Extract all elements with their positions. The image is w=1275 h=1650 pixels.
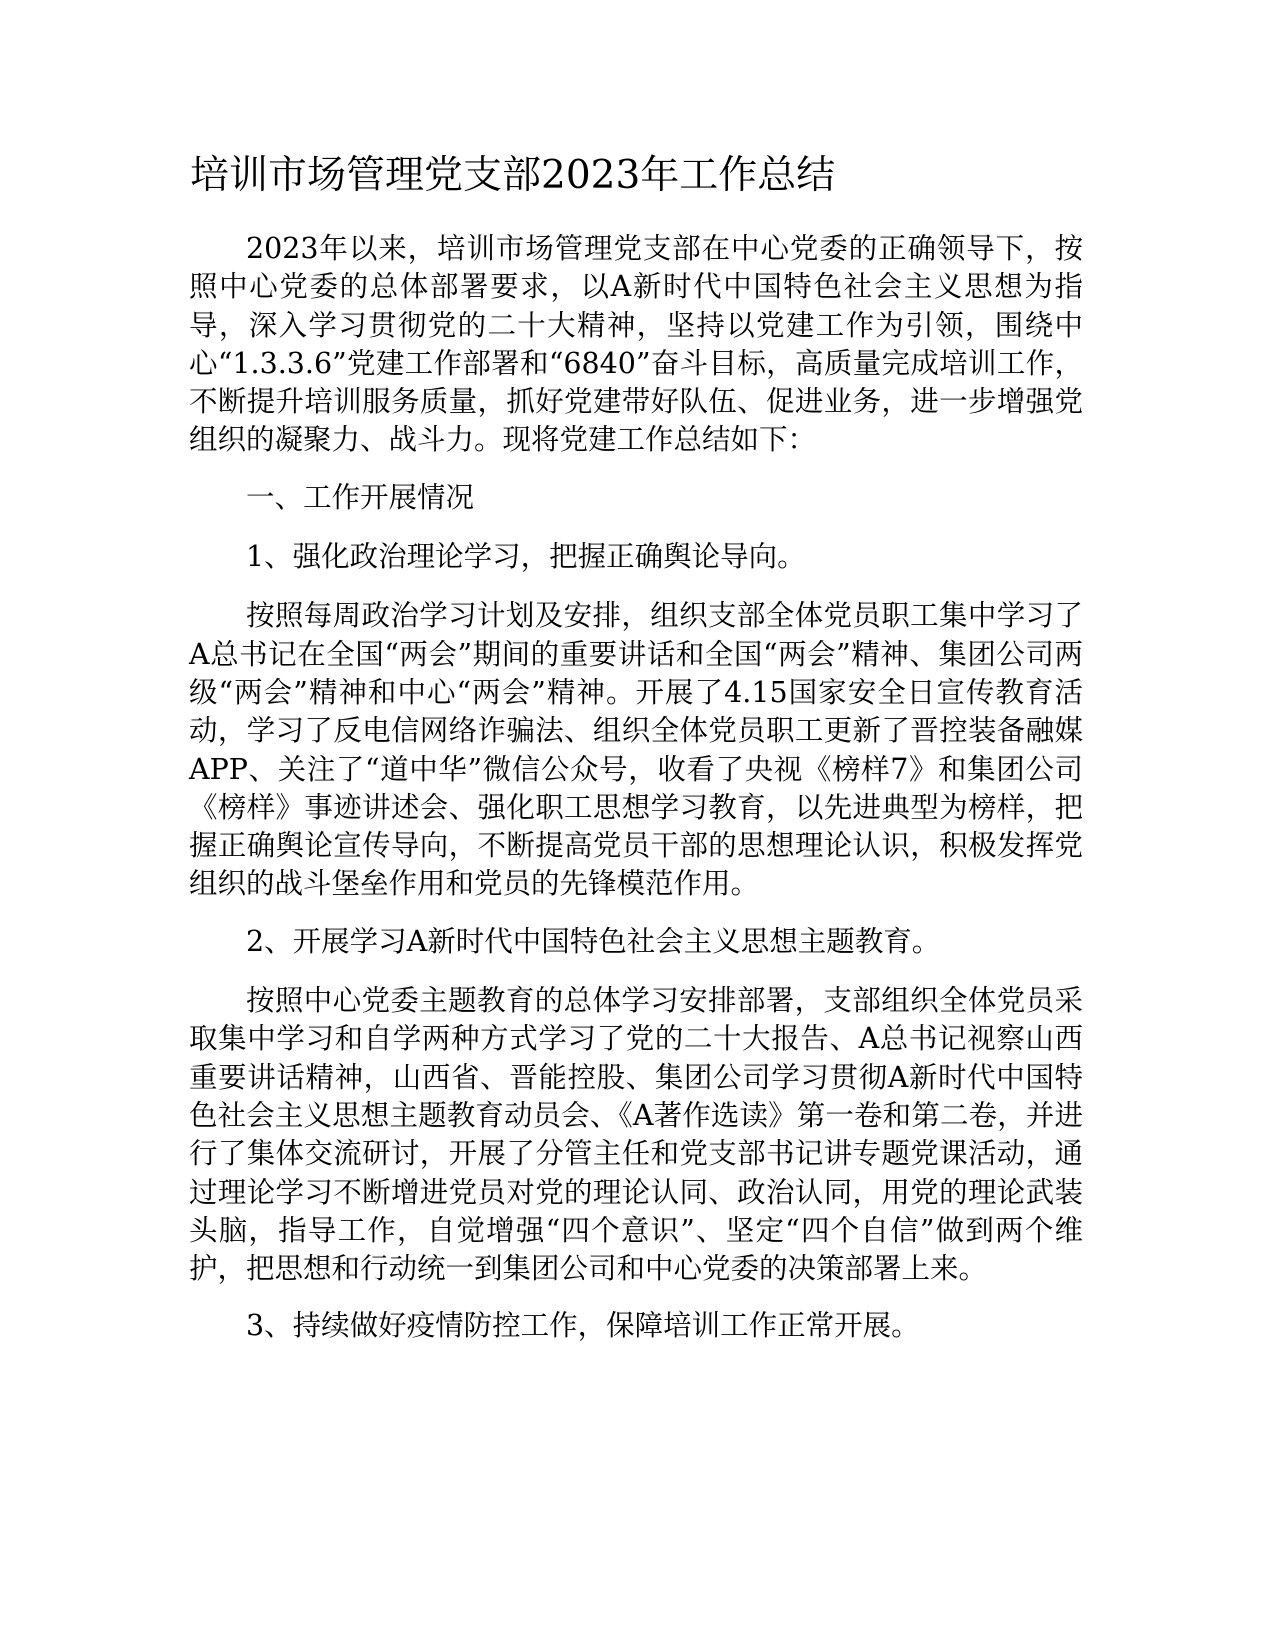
subheading-political-study: 1、强化政治理论学习，把握正确舆论导向。 bbox=[246, 540, 806, 574]
section-heading-work-status: 一、工作开展情况 bbox=[246, 480, 475, 514]
subheading-theme-education: 2、开展学习A新时代中国特色社会主义思想主题教育。 bbox=[246, 924, 941, 958]
document-body bbox=[189, 230, 1083, 1367]
paragraph-political-study: 按照每周政治学习计划及安排，组织支部全体党员职工集中学习了A总书记在全国“两会”期间的重要讲话和全国“两会”精神、集团公司两级“两会”精神和中心“两会”精神。开展了4.15国家安全日宣传教育活动，学习了反电信网络诈骗法、组织全体党员职工更新了晋控装备融媒APP、关注了“道中华”微信公众号，收看了央视《榜样7》和集团公司《榜样》事迹讲述会、强化职工思想学习教育，以先进典型为榜样，把握正确舆论宣传导向，不断提高党员干部的思想理论认识，积极发挥党组织的战斗堡垒作用和党员的先锋模范作用。 bbox=[189, 599, 1083, 901]
subheading-epidemic-control: 3、持续做好疫情防控工作，保障培训工作正常开展。 bbox=[246, 1309, 920, 1343]
paragraph-theme-education: 按照中心党委主题教育的总体学习安排部署，支部组织全体党员采取集中学习和自学两种方式学习了党的二十大报告、A总书记视察山西重要讲话精神，山西省、晋能控股、集团公司学习贯彻A新时代中国特色社会主义思想主题教育动员会、《A著作选读》第一卷和第二卷，并进行了集体交流研讨，开展了分管主任和党支部书记讲专题党课活动，通过理论学习不断增进党员对党的理论认同、政治认同，用党的理论武装头脑，指导工作，自觉增强“四个意识”、坚定“四个自信”做到两个维护，把思想和行动统一到集团公司和中心党委的决策部署上来。 bbox=[189, 984, 1083, 1286]
document-title: 培训市场管理党支部2023年工作总结 bbox=[190, 153, 836, 198]
intro-paragraph: 2023年以来，培训市场管理党支部在中心党委的正确领导下，按照中心党委的总体部署要求，以A新时代中国特色社会主义思想为指导，深入学习贯彻党的二十大精神，坚持以党建工作为引领，围绕中心“1.3.3.6”党建工作部署和“6840”奋斗目标，高质量完成培训工作，不断提升培训服务质量，抓好党建带好队伍、促进业务，进一步增强党组织的凝聚力、战斗力。现将党建工作总结如下： bbox=[189, 232, 1083, 457]
